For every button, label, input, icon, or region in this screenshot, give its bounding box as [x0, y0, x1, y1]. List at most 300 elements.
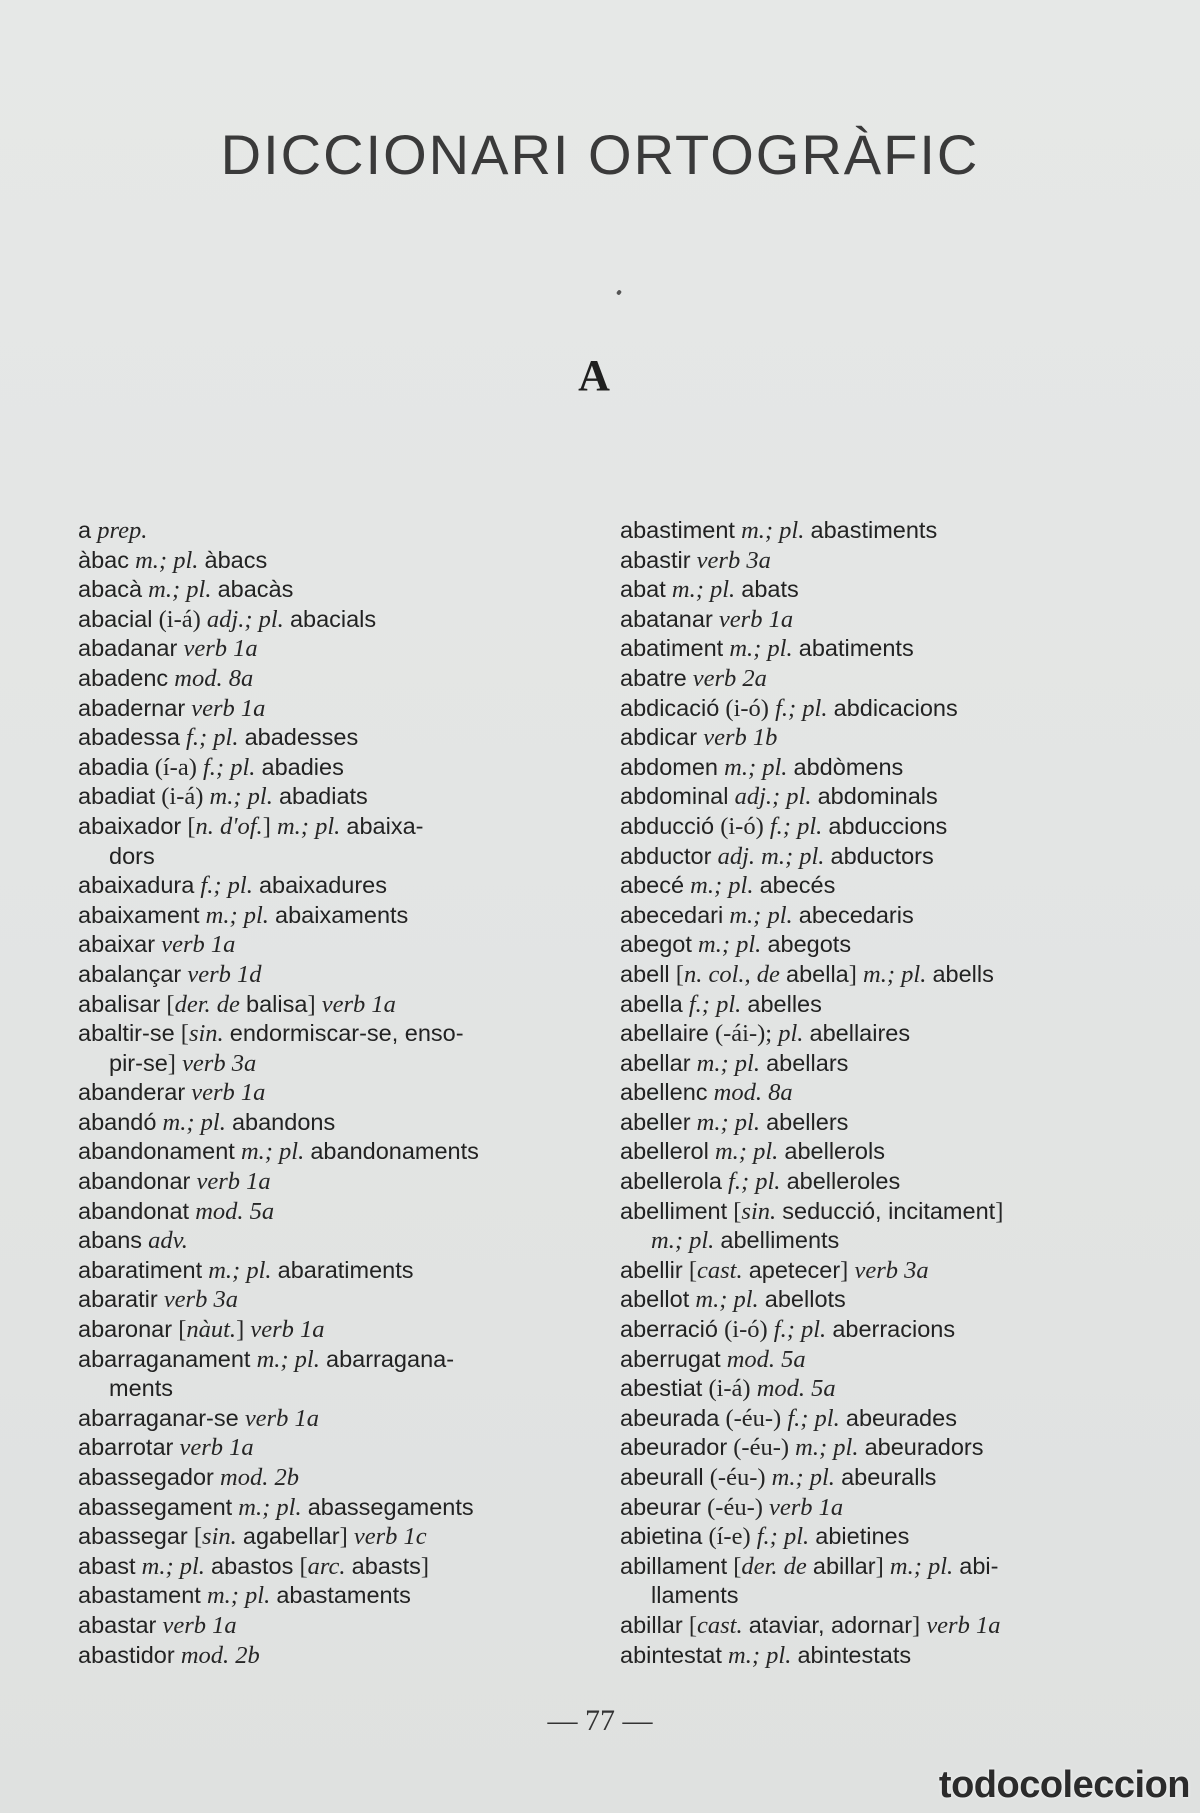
- dictionary-entry: [78, 1167, 578, 1197]
- entry-word: abassegament: [78, 1493, 233, 1520]
- dictionary-entry: [78, 1493, 578, 1523]
- dictionary-entry: [78, 664, 578, 694]
- punctuation: ]: [307, 990, 322, 1018]
- punctuation: (-ái-);: [708, 1020, 779, 1048]
- grammar-abbrev: mod. 2b: [220, 1464, 299, 1491]
- grammar-abbrev: f.; pl.: [688, 990, 742, 1018]
- entry-continuation: [620, 1226, 1130, 1256]
- entry-word: abelliments: [720, 1227, 840, 1254]
- entry-word: abarraganar-se: [78, 1404, 239, 1431]
- entry-word: abdicació: [620, 694, 720, 721]
- entry-word: abaixa-: [346, 812, 424, 839]
- entry-word: abast: [78, 1552, 136, 1579]
- entry-word: abastiments: [810, 517, 938, 543]
- entry-word: seducció, incitament: [782, 1197, 996, 1224]
- entry-word: abaratiment: [78, 1256, 203, 1283]
- entries-column-right: [620, 516, 1130, 1670]
- dictionary-entry: [620, 723, 1130, 753]
- entry-word: abasts: [351, 1552, 421, 1579]
- entry-word: abacàs: [217, 576, 294, 603]
- entry-word: abecé: [620, 872, 685, 899]
- dictionary-entry: [78, 1552, 578, 1582]
- entry-word: dors: [109, 842, 155, 869]
- entry-word: abandonament: [78, 1138, 235, 1165]
- entry-word: abandonaments: [310, 1138, 479, 1165]
- grammar-abbrev: f.; pl.: [200, 872, 253, 900]
- dictionary-entry: [620, 1611, 1130, 1641]
- punctuation: (i-á): [155, 783, 210, 811]
- entry-word: abelliment: [620, 1197, 728, 1224]
- entry-continuation: [620, 1581, 1130, 1611]
- dictionary-entry: [78, 930, 578, 960]
- entry-word: abellar: [620, 1049, 691, 1076]
- grammar-abbrev: m.; pl.: [205, 901, 269, 929]
- entry-word: abellerola: [620, 1168, 722, 1195]
- dictionary-entry: [78, 694, 578, 724]
- grammar-abbrev: verb 1a: [161, 931, 236, 959]
- entry-word: abellerols: [784, 1138, 885, 1165]
- entry-word: abeller: [620, 1108, 691, 1135]
- punctuation: ]: [875, 1552, 890, 1580]
- grammar-abbrev: verb 3a: [696, 546, 771, 574]
- dictionary-entry: [78, 782, 578, 812]
- entry-word: abadesses: [244, 724, 359, 751]
- grammar-abbrev: verb 1a: [191, 694, 266, 722]
- punctuation: (-éu-): [701, 1493, 770, 1521]
- entry-word: abadiats: [278, 783, 368, 810]
- dictionary-entry: [78, 723, 578, 753]
- entry-word: abeuralls: [841, 1464, 937, 1490]
- punctuation: ]: [167, 1049, 183, 1077]
- grammar-abbrev: verb 1c: [353, 1523, 427, 1551]
- entry-word: abaratiments: [277, 1256, 414, 1283]
- entry-word: abella: [786, 960, 849, 987]
- grammar-abbrev: pl.: [778, 1020, 804, 1048]
- entry-word: abacial: [78, 605, 153, 632]
- entry-word: abatre: [620, 664, 687, 691]
- punctuation: ]: [339, 1523, 354, 1551]
- entry-word: abi-: [959, 1552, 999, 1579]
- entry-word: abandonat: [78, 1197, 190, 1224]
- dictionary-entry: [78, 1463, 578, 1493]
- entry-word: abandons: [231, 1108, 336, 1135]
- punctuation: ]: [236, 1316, 251, 1344]
- entry-word: abestiat: [620, 1375, 703, 1402]
- grammar-abbrev: verb 1a: [718, 605, 794, 633]
- dictionary-entry: [620, 990, 1130, 1020]
- entry-word: abdomen: [620, 753, 718, 780]
- grammar-abbrev: m.; pl.: [141, 1552, 205, 1580]
- dictionary-entry: [620, 871, 1130, 901]
- punctuation: ]: [840, 1256, 855, 1284]
- grammar-abbrev: cast.: [697, 1256, 743, 1284]
- entry-word: aberracions: [832, 1316, 956, 1343]
- grammar-abbrev: m.; pl.: [795, 1434, 859, 1462]
- watermark-logo: todocoleccion: [938, 1764, 1190, 1806]
- entry-word: abaixament: [78, 901, 200, 928]
- dictionary-entry: [620, 1167, 1130, 1197]
- grammar-abbrev: mod. 8a: [174, 664, 254, 692]
- dictionary-entry: [78, 1078, 578, 1108]
- dictionary-entry: [78, 1226, 578, 1256]
- dictionary-entry: [620, 516, 1130, 546]
- punctuation: [: [181, 812, 196, 840]
- entry-word: abellots: [764, 1286, 846, 1313]
- entry-word: abaixadures: [258, 872, 387, 899]
- entry-continuation: [78, 1374, 578, 1404]
- punctuation: ]: [912, 1611, 927, 1639]
- entry-word: abalançar: [78, 960, 182, 987]
- grammar-abbrev: m.; pl.: [714, 1138, 779, 1166]
- grammar-abbrev: verb 1a: [191, 1079, 266, 1107]
- entry-word: abaratir: [78, 1286, 158, 1313]
- punctuation: [: [160, 990, 175, 1018]
- punctuation: (i-á): [702, 1375, 757, 1403]
- dictionary-entry: [78, 1137, 578, 1167]
- grammar-abbrev: verb 3a: [163, 1286, 238, 1314]
- entry-word: abadia: [78, 753, 149, 780]
- entry-word: abassegaments: [307, 1493, 474, 1520]
- grammar-abbrev: verb 1a: [250, 1316, 325, 1344]
- dictionary-entry: [78, 1315, 578, 1345]
- dictionary-entry: [620, 546, 1130, 576]
- grammar-abbrev: m.; pl.: [698, 931, 762, 959]
- punctuation: [: [682, 1256, 697, 1284]
- dictionary-entry: [78, 634, 578, 664]
- dictionary-entry: [78, 1019, 578, 1049]
- entry-word: abeurades: [845, 1404, 957, 1431]
- dictionary-entry: [620, 1019, 1130, 1049]
- dictionary-entry: [620, 782, 1130, 812]
- entry-word: balisa: [246, 990, 308, 1017]
- entry-word: abandó: [78, 1108, 157, 1135]
- dictionary-entry: [620, 1137, 1130, 1167]
- dictionary-entry: [620, 1256, 1130, 1286]
- entry-word: abanderar: [78, 1079, 186, 1106]
- grammar-abbrev: mod. 8a: [713, 1079, 793, 1107]
- entry-word: abietines: [815, 1523, 910, 1550]
- entry-word: abadies: [261, 753, 344, 780]
- entry-word: abellot: [620, 1286, 690, 1313]
- entry-word: abducció: [620, 812, 715, 839]
- dictionary-entry: [620, 1197, 1130, 1227]
- dictionary-entry: [620, 1463, 1130, 1493]
- entry-word: aberració: [620, 1316, 718, 1343]
- punctuation: (í-a): [148, 753, 203, 781]
- grammar-abbrev: m.; pl.: [208, 1256, 272, 1284]
- entry-word: abella: [620, 990, 683, 1017]
- entry-word: abacà: [78, 576, 143, 603]
- entry-word: abeurar: [620, 1493, 701, 1520]
- dictionary-entry: [620, 930, 1130, 960]
- dictionary-entry: [78, 990, 578, 1020]
- entry-word: abadessa: [78, 724, 180, 751]
- grammar-abbrev: f.; pl.: [769, 812, 823, 840]
- entry-word: abellaires: [809, 1020, 911, 1047]
- dictionary-entry: [78, 1197, 578, 1227]
- dictionary-entry: [620, 1049, 1130, 1079]
- grammar-abbrev: sin.: [188, 1020, 224, 1048]
- punctuation: [: [727, 1552, 742, 1580]
- dictionary-entry: [78, 812, 578, 842]
- grammar-abbrev: adj. m.; pl.: [717, 842, 825, 870]
- dictionary-entry: [620, 664, 1130, 694]
- dictionary-entry: [78, 1611, 578, 1641]
- entry-word: abell: [620, 960, 670, 987]
- entry-word: abecedari: [620, 901, 724, 928]
- entry-word: ments: [109, 1375, 173, 1402]
- grammar-abbrev: mod. 5a: [726, 1345, 806, 1373]
- entry-word: abats: [741, 576, 799, 603]
- entry-word: abaixadura: [78, 872, 195, 899]
- punctuation: [: [172, 1316, 187, 1344]
- entry-word: abeuradors: [864, 1434, 984, 1461]
- punctuation: [: [727, 1197, 742, 1225]
- punctuation: ]: [995, 1197, 1004, 1225]
- grammar-abbrev: m.; pl.: [206, 1582, 271, 1610]
- grammar-abbrev: sin.: [741, 1197, 777, 1225]
- grammar-abbrev: m.; pl.: [729, 635, 793, 663]
- grammar-abbrev: verb 1b: [703, 724, 778, 752]
- page-number: — 77 —: [547, 1704, 653, 1737]
- grammar-abbrev: m.; pl.: [238, 1493, 302, 1521]
- entry-word: abastiment: [620, 517, 735, 543]
- entry-word: abillar: [812, 1552, 876, 1579]
- entry-word: a: [78, 517, 92, 543]
- entry-word: abadiat: [78, 783, 156, 810]
- punctuation: (-éu-): [727, 1434, 796, 1462]
- grammar-abbrev: mod. 5a: [195, 1197, 275, 1225]
- dictionary-entry: [620, 1285, 1130, 1315]
- grammar-abbrev: verb 3a: [854, 1256, 929, 1284]
- grammar-abbrev: f.; pl.: [203, 753, 256, 781]
- grammar-abbrev: m.; pl.: [741, 517, 805, 544]
- punctuation: [: [682, 1611, 697, 1639]
- dictionary-entry: [78, 1641, 578, 1671]
- dictionary-entry: [620, 694, 1130, 724]
- entry-word: abatiments: [798, 635, 914, 662]
- entry-word: abellaire: [620, 1020, 709, 1047]
- entry-word: aberrugat: [620, 1345, 721, 1372]
- punctuation: ]: [262, 812, 277, 840]
- dictionary-entry: [620, 1522, 1130, 1552]
- entry-word: abeurador: [620, 1434, 728, 1461]
- entry-word: abatiment: [620, 635, 724, 662]
- grammar-abbrev: f.; pl.: [775, 694, 828, 722]
- grammar-abbrev: der. de: [174, 990, 240, 1018]
- dictionary-entry: [620, 1345, 1130, 1375]
- entry-word: abaltir-se: [78, 1020, 175, 1047]
- dictionary-entry: [620, 1374, 1130, 1404]
- grammar-abbrev: cast.: [697, 1611, 743, 1639]
- entry-word: abelles: [747, 990, 822, 1017]
- dictionary-entry: [620, 960, 1130, 990]
- grammar-abbrev: verb 1a: [321, 990, 396, 1018]
- punctuation: [: [174, 1020, 189, 1048]
- entry-word: abassegador: [78, 1464, 214, 1490]
- entry-word: abaixaments: [275, 901, 409, 928]
- entry-word: abellars: [766, 1049, 849, 1076]
- dictionary-entry: [620, 753, 1130, 783]
- grammar-abbrev: verb 1a: [196, 1168, 271, 1196]
- entry-word: abarrotar: [78, 1434, 174, 1461]
- grammar-abbrev: f.; pl.: [186, 724, 239, 752]
- grammar-abbrev: f.; pl.: [756, 1523, 810, 1551]
- dictionary-entry: [620, 1404, 1130, 1434]
- dictionary-entry: [78, 1404, 578, 1434]
- grammar-abbrev: arc.: [307, 1552, 346, 1580]
- dictionary-entry: [78, 605, 578, 635]
- entry-word: abintestat: [620, 1641, 722, 1668]
- dictionary-entry: [78, 1345, 578, 1375]
- entry-word: abalisar: [78, 990, 161, 1017]
- grammar-abbrev: der. de: [741, 1552, 807, 1580]
- entry-continuation: [78, 842, 578, 872]
- entry-word: abastaments: [276, 1582, 411, 1609]
- punctuation: [: [187, 1523, 203, 1551]
- entry-word: abellir: [620, 1256, 683, 1283]
- grammar-abbrev: m.; pl.: [695, 1286, 759, 1314]
- punctuation: (í-e): [702, 1523, 757, 1551]
- dictionary-entry: [78, 901, 578, 931]
- entry-word: abduccions: [828, 812, 948, 839]
- dictionary-entry: [620, 575, 1130, 605]
- entry-word: abaronar: [78, 1316, 173, 1343]
- grammar-abbrev: mod. 5a: [756, 1375, 836, 1403]
- punctuation: (-éu-): [703, 1464, 772, 1491]
- grammar-abbrev: m.; pl.: [724, 753, 788, 781]
- grammar-abbrev: m.; pl.: [256, 1345, 320, 1373]
- grammar-abbrev: m.; pl.: [671, 576, 736, 604]
- dictionary-entry: [620, 605, 1130, 635]
- entry-word: pir-se: [109, 1049, 168, 1076]
- dictionary-entry: [620, 1108, 1130, 1138]
- grammar-abbrev: m.; pl.: [771, 1464, 835, 1491]
- grammar-abbrev: m.; pl.: [863, 960, 927, 988]
- entry-word: abelleroles: [786, 1168, 901, 1195]
- entry-word: abastament: [78, 1582, 201, 1609]
- grammar-abbrev: verb 1a: [179, 1434, 254, 1462]
- dictionary-entry: [78, 871, 578, 901]
- entry-word: abans: [78, 1227, 143, 1254]
- entry-word: agabellar: [242, 1523, 340, 1550]
- entry-word: apetecer: [748, 1256, 841, 1283]
- grammar-abbrev: verb 3a: [182, 1049, 257, 1077]
- grammar-abbrev: adv.: [148, 1227, 188, 1255]
- punctuation: [: [293, 1552, 308, 1580]
- entry-word: àbac: [78, 546, 129, 573]
- entry-word: abaixador: [78, 812, 182, 839]
- grammar-abbrev: m.; pl.: [696, 1049, 760, 1077]
- entries-column-left: [78, 516, 578, 1670]
- entry-word: abillar: [620, 1611, 683, 1638]
- dictionary-entry: [620, 1315, 1130, 1345]
- section-letter: A: [578, 351, 610, 400]
- entry-word: abdominal: [620, 783, 729, 810]
- grammar-abbrev: adj.; pl.: [206, 605, 284, 633]
- dictionary-entry: [78, 1256, 578, 1286]
- dictionary-entry: [78, 546, 578, 576]
- grammar-abbrev: sin.: [202, 1523, 237, 1551]
- grammar-abbrev: verb 2a: [692, 664, 767, 692]
- grammar-abbrev: f.; pl.: [787, 1404, 840, 1432]
- grammar-abbrev: m.; pl.: [728, 1641, 792, 1669]
- entry-word: abassegar: [78, 1523, 188, 1550]
- entry-word: abacials: [289, 605, 377, 632]
- entry-word: abells: [932, 960, 994, 987]
- entry-word: abeurada: [620, 1404, 720, 1431]
- dictionary-entry: [78, 1581, 578, 1611]
- entry-continuation: [78, 1049, 578, 1079]
- punctuation: (i-ó): [714, 812, 770, 840]
- grammar-abbrev: n. d'of.: [195, 812, 263, 840]
- grammar-abbrev: m.; pl.: [889, 1552, 954, 1580]
- grammar-abbrev: verb 1a: [769, 1493, 844, 1521]
- entry-word: abandonar: [78, 1168, 191, 1195]
- grammar-abbrev: m.; pl.: [276, 812, 341, 840]
- dictionary-entry: [620, 1493, 1130, 1523]
- dictionary-entry: [620, 1433, 1130, 1463]
- grammar-abbrev: verb 1d: [187, 960, 262, 988]
- dictionary-entry: [620, 842, 1130, 872]
- entry-word: abarragana-: [326, 1345, 455, 1372]
- dictionary-entry: [78, 516, 578, 546]
- grammar-abbrev: prep.: [97, 517, 148, 544]
- dictionary-entry: [78, 1285, 578, 1315]
- grammar-abbrev: m.; pl.: [696, 1108, 760, 1136]
- grammar-abbrev: adj.; pl.: [734, 783, 812, 811]
- dictionary-entry: [78, 1108, 578, 1138]
- entry-word: abastidor: [78, 1641, 175, 1668]
- entry-word: abellerol: [620, 1138, 709, 1165]
- entry-word: abdicar: [620, 724, 698, 751]
- entry-word: abadenc: [78, 664, 169, 691]
- grammar-abbrev: m.; pl.: [148, 576, 212, 604]
- entry-word: abadanar: [78, 635, 178, 662]
- punctuation: ]: [420, 1552, 430, 1580]
- entry-word: abductors: [830, 842, 934, 869]
- entry-word: abellers: [766, 1108, 849, 1135]
- punctuation: (-éu-): [719, 1404, 788, 1432]
- dictionary-entry: [620, 1641, 1130, 1671]
- entry-word: abillament: [620, 1552, 728, 1579]
- entry-word: abellenc: [620, 1079, 708, 1106]
- entry-word: endormiscar-se, enso-: [229, 1020, 464, 1047]
- punctuation: ]: [848, 960, 864, 988]
- grammar-abbrev: verb 1a: [162, 1611, 237, 1639]
- entry-word: abdominals: [817, 783, 938, 810]
- dictionary-entry: [78, 1433, 578, 1463]
- punctuation: (i-ó): [717, 1316, 774, 1344]
- entry-word: abecés: [759, 872, 836, 899]
- grammar-abbrev: f.; pl.: [728, 1168, 781, 1196]
- entry-word: abadernar: [78, 694, 186, 721]
- entry-word: abat: [620, 576, 666, 603]
- entry-word: abecedaris: [798, 901, 914, 928]
- grammar-abbrev: mod. 2b: [180, 1641, 260, 1669]
- entry-word: ataviar, adornar: [748, 1611, 913, 1638]
- page-title: DICCIONARI ORTOGRÀFIC: [220, 123, 980, 186]
- entry-word: abatanar: [620, 605, 713, 632]
- entry-word: abegot: [620, 931, 692, 958]
- punctuation: (i-ó): [719, 694, 776, 722]
- ink-speck: [616, 289, 622, 295]
- entry-word: llaments: [651, 1582, 739, 1609]
- grammar-abbrev: m.; pl.: [162, 1108, 226, 1136]
- entry-word: abintestats: [797, 1641, 912, 1668]
- entry-word: abductor: [620, 842, 712, 869]
- entry-word: àbacs: [204, 546, 268, 573]
